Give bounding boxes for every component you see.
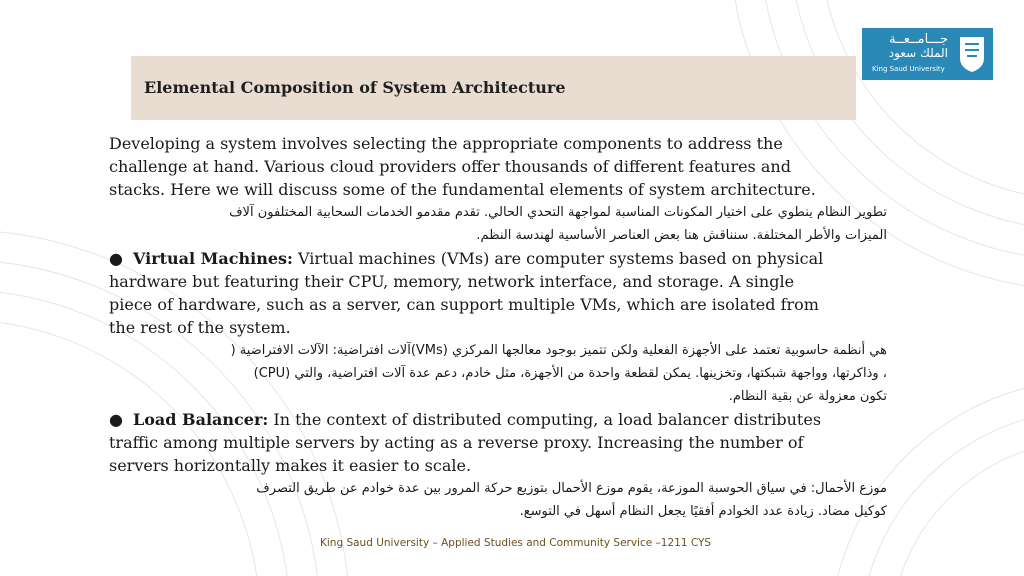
logo-english-name: King Saud University (872, 65, 945, 73)
university-emblem-icon (957, 34, 987, 74)
footer-text: King Saud University – Applied Studies and Community Service –1211 CYS (320, 537, 712, 549)
logo-arabic-line2: الملك سعود (888, 46, 948, 60)
slide-body (109, 132, 894, 523)
logo-arabic-line1: جـــامــعــة (889, 32, 948, 47)
slide-title: Elemental Composition of System Architecture (144, 78, 566, 97)
university-logo (862, 28, 993, 80)
intro-arabic-line: الميزات والأطر المختلفة. سنناقش هنا بعض العناصر الأساسية لهندسة النظم. (476, 228, 887, 243)
lb-term: Load Balancer: (133, 410, 269, 429)
title-bar (131, 56, 856, 120)
vm-heading-line (109, 247, 894, 270)
vm-line: the rest of the system. (109, 318, 291, 337)
vm-arabic-line: تكون معزولة عن بقية النظام. (728, 389, 887, 404)
lb-line: servers horizontally makes it easier to scale. (109, 456, 472, 475)
bullet-icon: ● (109, 410, 123, 429)
lb-line: traffic among multiple servers by acting as a reverse proxy. Increasing the number of (109, 433, 804, 452)
intro-line: stacks. Here we will discuss some of the fundamental elements of system architecture. (109, 180, 816, 199)
intro-line: challenge at hand. Various cloud providers offer thousands of different features and (109, 157, 791, 176)
lb-arabic-line: كوكيل مضاد. زيادة عدد الخوادم أفقيًا يجعل النظام أسهل في التوسع. (519, 504, 887, 519)
lb-first-line: In the context of distributed computing, a load balancer distributes (268, 410, 822, 429)
vm-arabic-line: ، وذاكرتها، وواجهة شبكتها، وتخزينها. يمكن لقطعة واحدة من الأجهزة، مثل خادم، دعم عدة آلات افتراضية، والتي (CPU) (253, 366, 887, 381)
intro-line: Developing a system involves selecting the appropriate components to address the (109, 134, 783, 153)
lb-arabic-line: موزع الأحمال: في سياق الحوسبة الموزعة، يقوم موزع الأحمال بتوزيع حركة المرور بين عدة خوادم عن طريق التصرف (256, 481, 887, 496)
vm-line: piece of hardware, such as a server, can support multiple VMs, which are isolated from (109, 295, 819, 314)
intro-arabic-line: تطوير النظام ينطوي على اختيار المكونات المناسبة لمواجهة التحدي الحالي. تقدم مقدمو الخدمات السحابية المختلفون آلاف (229, 205, 887, 220)
bullet-icon: ● (109, 249, 123, 268)
lb-heading-line (109, 408, 894, 431)
vm-line: hardware but featuring their CPU, memory, network interface, and storage. A single (109, 272, 795, 291)
vm-arabic-line: هي أنظمة حاسوبية تعتمد على الأجهزة الفعلية ولكن تتميز بوجود معالجها المركزي (VMs)آلات افتراضية: الآلات الافتراضية ( (230, 343, 887, 358)
vm-first-line: Virtual machines (VMs) are computer systems based on physical (292, 249, 824, 268)
vm-term: Virtual Machines: (133, 249, 293, 268)
